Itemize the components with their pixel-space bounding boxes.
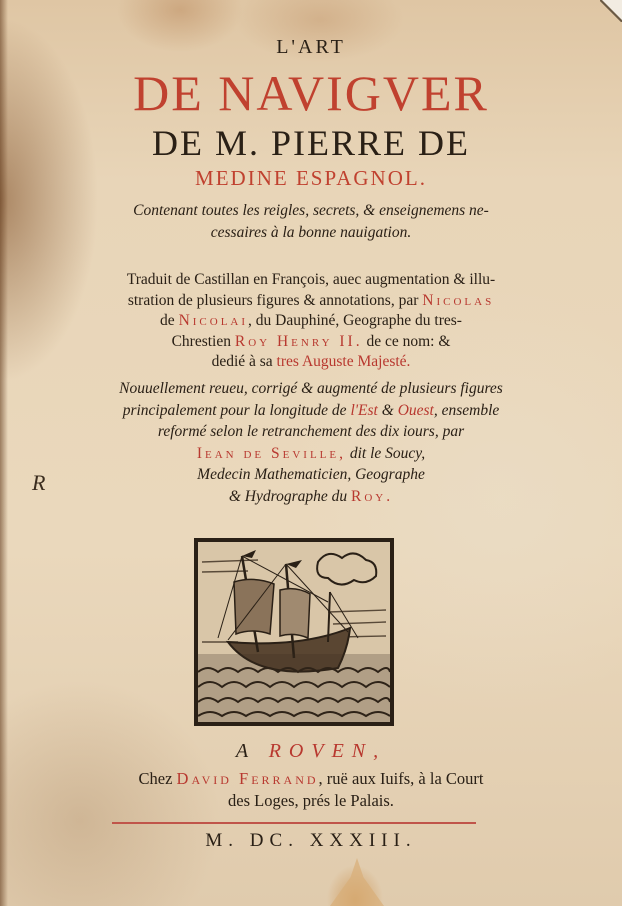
revision-line-3: reformé selon le retranchement des dix iours, par <box>157 423 465 440</box>
translation-paragraph <box>0 270 622 373</box>
city-name: ROVEN, <box>268 740 387 762</box>
west: Ouest <box>397 401 434 419</box>
text: de ce nom: & <box>362 332 451 350</box>
translation-line-4 <box>0 332 622 353</box>
imprint-place <box>0 740 622 763</box>
text: & Hydrographe du <box>228 487 351 505</box>
revision-paragraph <box>0 378 622 507</box>
king-name: Roy Henry II. <box>234 332 363 350</box>
text: , du Dauphiné, Geographe du tres- <box>248 312 462 329</box>
title-line-1: L'ART <box>276 36 346 58</box>
revision-line-5: Medecin Mathematicien, Geographe <box>197 466 425 483</box>
revision-line-6 <box>0 486 622 508</box>
reviser-name: Iean de Seville, <box>196 444 346 462</box>
text: dit le Soucy, <box>345 444 426 462</box>
imprint-line-3: des Loges, prés le Palais. <box>228 791 394 810</box>
imprint-address <box>0 768 622 812</box>
translator-first-name: Nicolas <box>422 291 495 309</box>
water-stain <box>330 858 384 906</box>
text: , ruë aux Iuifs, à la Court <box>318 769 484 788</box>
translation-line-3 <box>0 311 622 332</box>
ship-woodcut-icon <box>194 538 394 726</box>
text: A <box>235 740 269 762</box>
handwritten-mark: R <box>32 470 46 495</box>
east: l'Est <box>350 401 378 419</box>
revision-line-2 <box>0 400 622 422</box>
title-line-4: MEDINE ESPAGNOL. <box>195 166 427 190</box>
revision-line-1: Nouuellement reueu, corrigé & augmenté de plusieurs figures <box>119 380 503 397</box>
translation-line-1: Traduit de Castillan en François, auec augmentation & illu- <box>126 271 496 288</box>
text: principalement pour la longitude de <box>122 401 351 419</box>
roy: Roy. <box>351 487 394 505</box>
revision-line-4 <box>0 443 622 465</box>
text: Chrestien <box>171 332 235 350</box>
translation-line-2 <box>0 291 622 312</box>
subtitle-line-1: Contenant toutes les reigles, secrets, & enseignemens ne- <box>133 202 489 219</box>
text: stration de plusieurs figures & annotations, par <box>127 291 423 309</box>
subtitle <box>0 200 622 244</box>
text: , ensemble <box>433 401 500 419</box>
corner-fold <box>600 0 622 22</box>
red-rule-divider <box>112 822 476 824</box>
printer-name: David Ferrand <box>176 769 319 788</box>
text: de <box>160 312 179 329</box>
text: dedié à sa <box>211 353 277 370</box>
translator-last-name: Nicolai <box>178 312 249 329</box>
text: & <box>377 401 398 419</box>
imprint-line-2 <box>0 768 622 790</box>
publication-date: M. DC. XXXIII. <box>205 830 417 851</box>
title-main: DE NAVIGVER <box>133 65 489 121</box>
title-line-3: DE M. PIERRE DE <box>152 123 470 163</box>
subtitle-line-2: cessaires à la bonne nauigation. <box>210 224 412 241</box>
majesty: tres Auguste Majesté. <box>276 353 411 370</box>
translation-line-5 <box>0 352 622 373</box>
text: Chez <box>138 769 177 788</box>
